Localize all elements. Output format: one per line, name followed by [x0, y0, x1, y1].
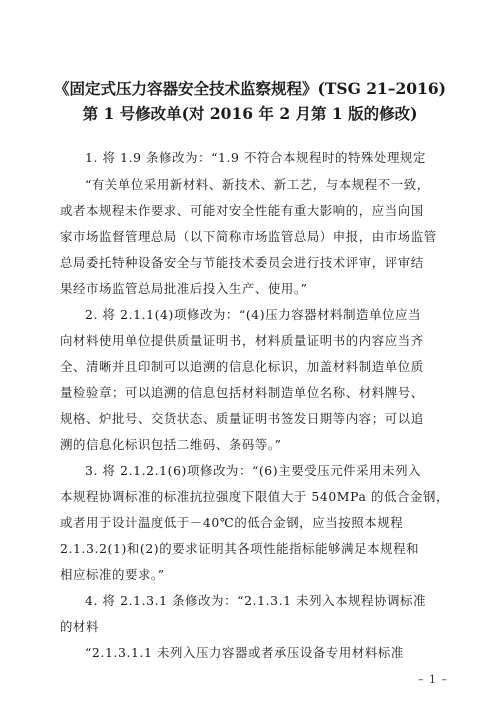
- paragraph-line: 或者本规程未作要求、可能对安全性能有重大影响的，应当向国: [60, 203, 424, 218]
- paragraph-line: 相应标准的要求。”: [60, 567, 165, 582]
- document-subtitle: 第 1 号修改单(对 2016 年 2 月第 1 版的修改): [82, 104, 418, 123]
- paragraph-line: 家市场监督管理总局（以下简称市场监管总局）申报，由市场监管: [60, 229, 437, 244]
- paragraph-line: “2.1.3.1.1 未列入压力容器或者承压设备专用材料标准: [85, 645, 404, 660]
- document-title: 《固定式压力容器安全技术监察规程》(TSG 21–2016): [54, 79, 446, 98]
- paragraph-line: 量检验章；可以追溯的信息包括材料制造单位名称、材料牌号、: [60, 385, 424, 400]
- paragraph-line: 全、清晰并且印制可以追溯的信息化标识，加盖材料制造单位质: [60, 359, 424, 374]
- paragraph-line: 2.1.3.2(1)和(2)的要求证明其各项性能指标能够满足本规程和: [60, 541, 420, 556]
- paragraph-line: 向材料使用单位提供质量证明书，材料质量证明书的内容应当齐: [60, 333, 424, 348]
- paragraph-line: 3. 将 2.1.2.1(6)项修改为：“(6)主要受压元件采用未列入: [85, 463, 422, 478]
- paragraph-line: 溯的信息化标识包括二维码、条码等。”: [60, 437, 282, 452]
- paragraph-line: 2. 将 2.1.1(4)项修改为：“(4)压力容器材料制造单位应当: [85, 307, 422, 322]
- paragraph-line: 的材料: [60, 619, 99, 634]
- paragraph-line: 1. 将 1.9 条修改为：“1.9 不符合本规程时的特殊处理规定: [85, 150, 426, 165]
- paragraph-line: 4. 将 2.1.3.1 条修改为：“2.1.3.1 未列入本规程协调标准: [85, 593, 427, 608]
- paragraph-line: 或者用于设计温度低于－40℃的低合金钢，应当按照本规程: [60, 515, 404, 530]
- paragraph-line: 规格、炉批号、交货状态、质量证明书签发日期等内容；可以追: [60, 411, 424, 426]
- paragraph-line: “有关单位采用新材料、新技术、新工艺，与本规程不一致，: [85, 177, 430, 192]
- page-number: – 1 –: [418, 673, 448, 686]
- paragraph-line: 总局委托特种设备安全与节能技术委员会进行技术评审，评审结: [60, 255, 424, 270]
- paragraph-line: 果经市场监管总局批准后投入生产、使用。”: [60, 281, 308, 296]
- paragraph-line: 本规程协调标准的标准抗拉强度下限值大于 540MPa 的低合金钢，: [60, 489, 449, 504]
